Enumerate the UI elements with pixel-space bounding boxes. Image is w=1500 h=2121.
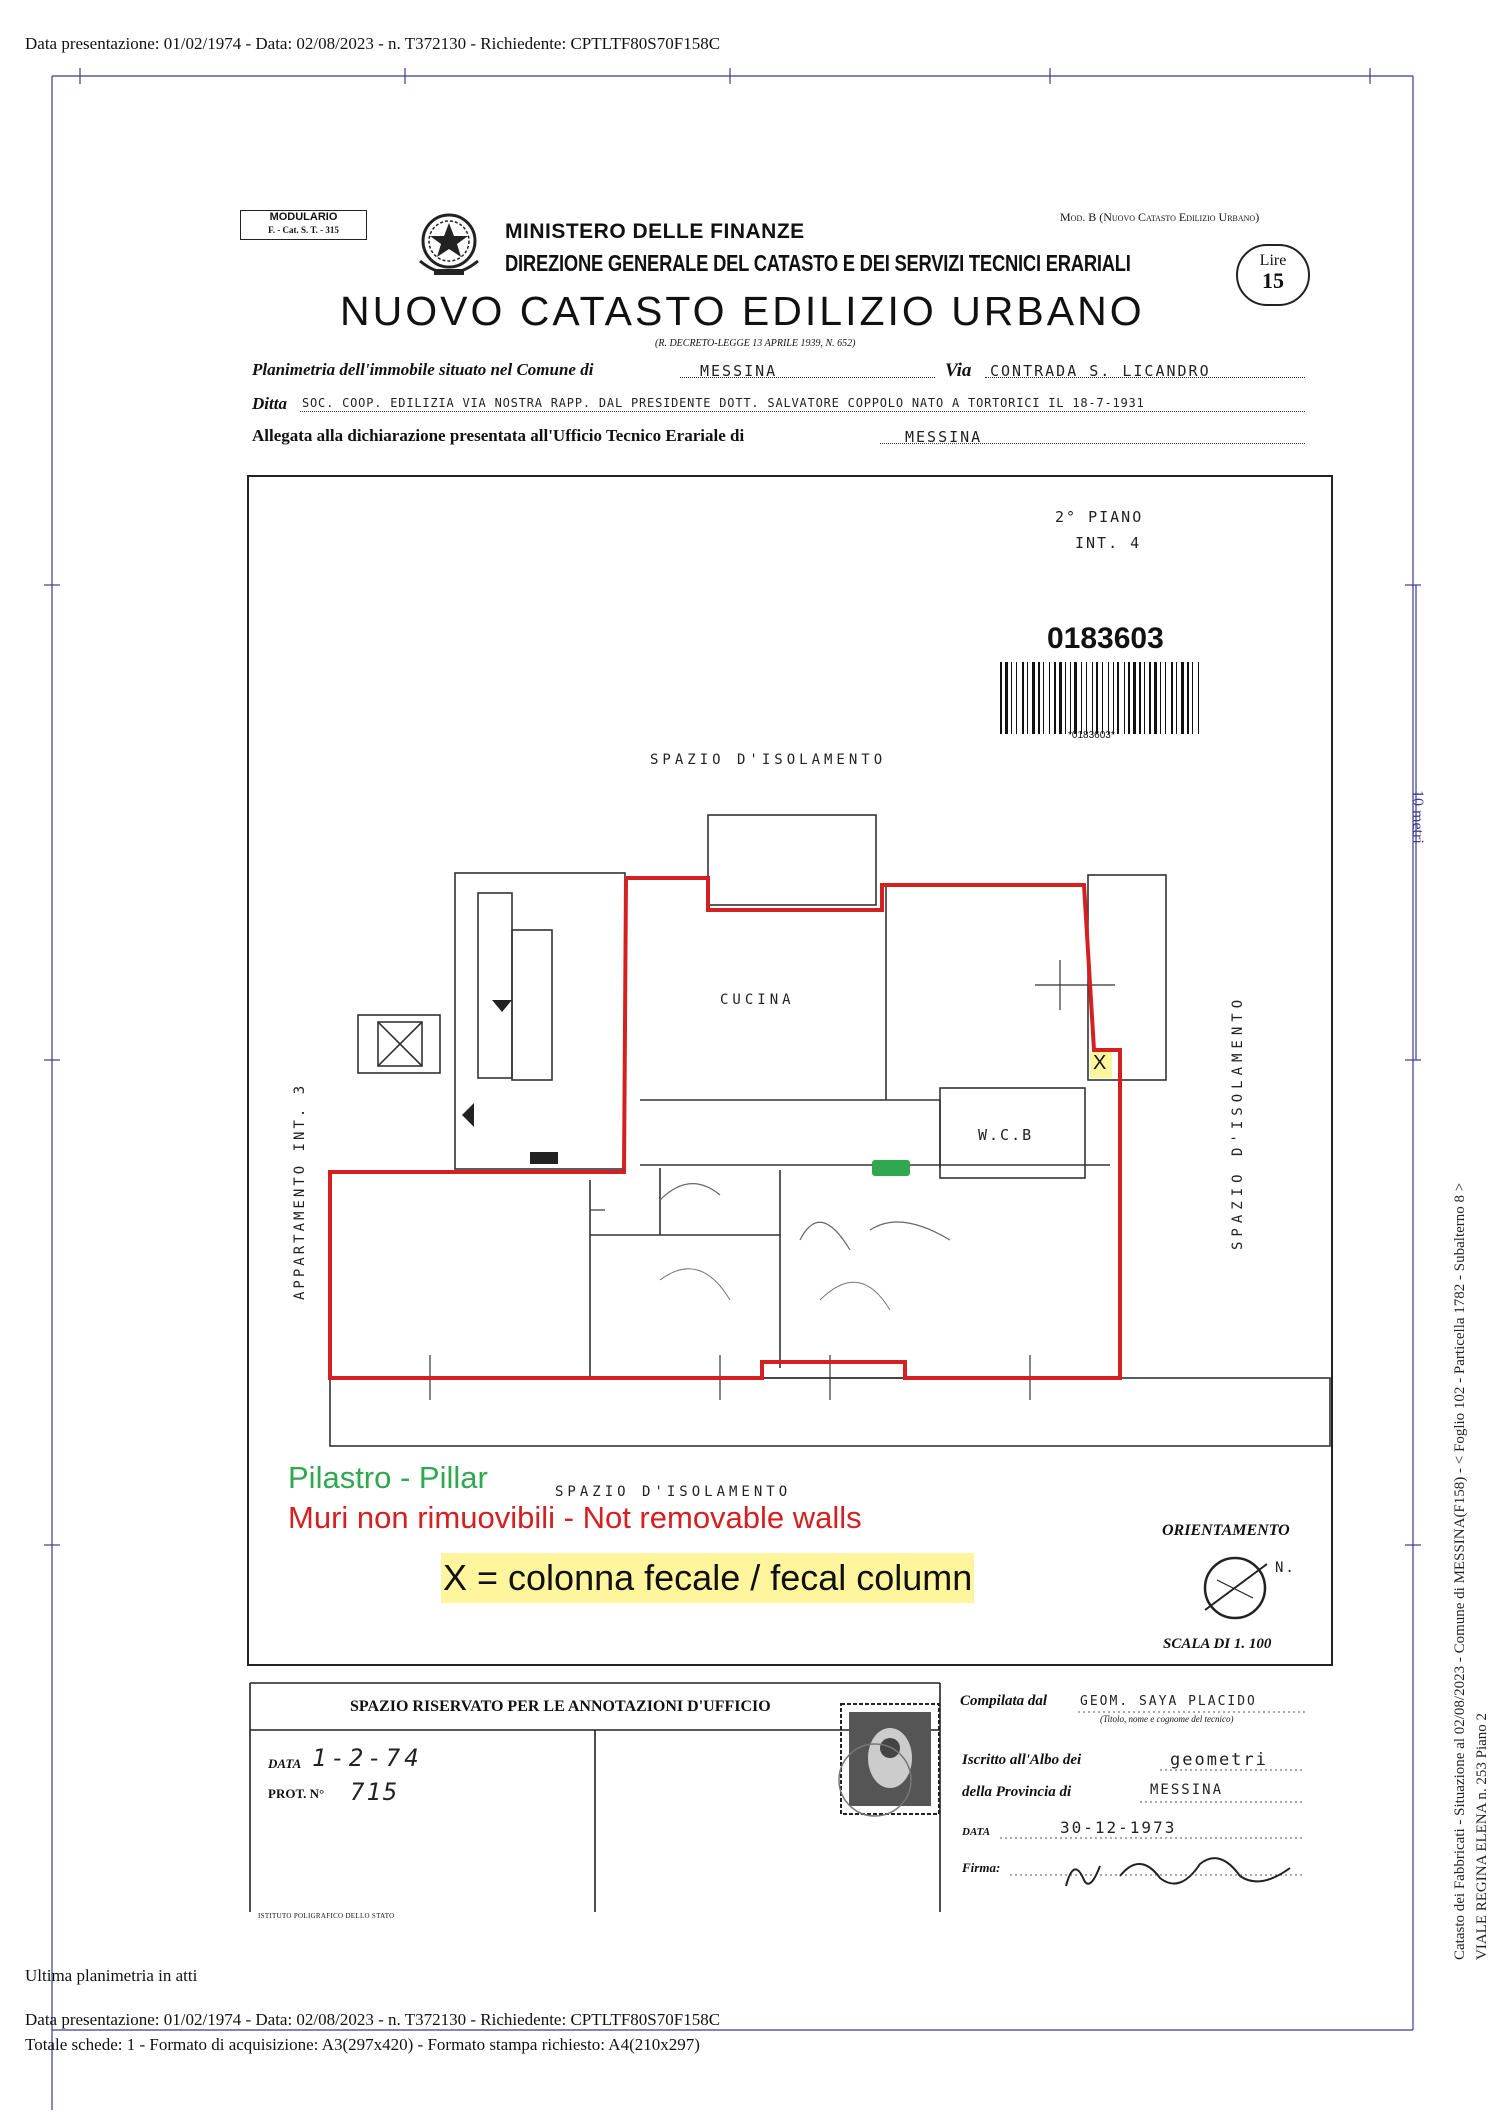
spazio-bottom: SPAZIO D'ISOLAMENTO <box>555 1484 792 1500</box>
compilata-label: Compilata dal <box>960 1693 1048 1709</box>
footer-ultima: Ultima planimetria in atti <box>25 1966 198 1985</box>
spazio-riservato: SPAZIO RISERVATO PER LE ANNOTAZIONI D'UFFICIO <box>350 1698 771 1715</box>
orientamento-label: ORIENTAMENTO <box>1162 1522 1290 1539</box>
spazio-right: SPAZIO D'ISOLAMENTO <box>1230 994 1246 1250</box>
data2-value: 30-12-1973 <box>1060 1818 1177 1837</box>
via-value: CONTRADA S. LICANDRO <box>990 362 1211 380</box>
allegata-value: MESSINA <box>905 428 983 446</box>
revenue-stamp-icon <box>835 1700 945 1820</box>
wcb-label: W.C.B <box>978 1126 1034 1144</box>
interno-label: INT. 4 <box>1075 534 1142 552</box>
sidebar-line-2: VIALE REGINA ELENA n. 253 Piano 2 <box>1474 1712 1490 1960</box>
compilata-value: GEOM. SAYA PLACIDO <box>1080 1694 1257 1709</box>
cucina-label: CUCINA <box>720 992 795 1008</box>
prot-value: 715 <box>350 1778 400 1806</box>
data-label: DATA <box>268 1756 302 1771</box>
lire-label: Lire <box>1259 252 1287 269</box>
piano-label: 2° PIANO <box>1055 508 1144 526</box>
sidebar-line-1: Catasto dei Fabbricati - Situazione al 02/08/2023 - Comune di MESSINA(F158) - < Foglio 102 - Particella 1782 - Subalterno 8 > <box>1452 1182 1468 1960</box>
ditta-label: Ditta <box>252 394 287 413</box>
mod-b: Mod. B (Nuovo Catasto Edilizio Urbano) <box>1060 210 1260 224</box>
footer-line-1: Data presentazione: 01/02/1974 - Data: 02/08/2023 - n. T372130 - Richiedente: CPTLTF80S70F158C <box>25 2010 721 2029</box>
barcode-number: 0183603 <box>1047 622 1164 655</box>
main-title: NUOVO CATASTO EDILIZIO URBANO <box>340 288 1145 334</box>
decreto: (R. DECRETO-LEGGE 13 APRILE 1939, N. 652) <box>655 338 856 349</box>
scale-label: 10 metri <box>1409 790 1426 844</box>
footer-line-2: Totale schede: 1 - Formato di acquisizione: A3(297x420) - Formato stampa richiesto: A4(210x297) <box>25 2035 700 2054</box>
header-top-line: Data presentazione: 01/02/1974 - Data: 02/08/2023 - n. T372130 - Richiedente: CPTLTF80S70F158C <box>25 34 721 53</box>
signature-icon <box>1060 1846 1300 1896</box>
data-value: 1-2-74 <box>312 1744 423 1772</box>
data2-label: DATA <box>962 1826 991 1838</box>
planimetria-label: Planimetria dell'immobile situato nel Comune di <box>252 360 594 379</box>
modulario-code: F. - Cat. S. T. - 315 <box>268 225 339 235</box>
appartamento-left: APPARTAMENTO INT. 3 <box>292 1082 308 1300</box>
legend-fecal: X = colonna fecale / fecal column <box>441 1553 974 1603</box>
ditta-value: SOC. COOP. EDILIZIA VIA NOSTRA RAPP. DAL PRESIDENTE DOTT. SALVATORE COPPOLO NATO A TORTORICI IL 18-7-1931 <box>302 396 1145 410</box>
firma-label: Firma: <box>962 1860 1001 1875</box>
lire-value: 15 <box>1262 268 1284 293</box>
ministero: MINISTERO DELLE FINANZE <box>505 220 805 243</box>
north-mark: N. <box>1275 1560 1296 1576</box>
allegata-label: Allegata alla dichiarazione presentata all'Ufficio Tecnico Erariale di <box>252 426 745 445</box>
barcode-small: *0183603* <box>1068 730 1115 741</box>
x-mark: X <box>1093 1052 1107 1074</box>
istituto-label: ISTITUTO POLIGRAFICO DELLO STATO <box>258 1912 395 1920</box>
modulario-label: MODULARIO <box>269 211 338 223</box>
prot-label: PROT. N° <box>268 1786 325 1801</box>
comune-value: MESSINA <box>700 362 778 380</box>
iscritto-value: geometri <box>1170 1750 1268 1770</box>
provincia-value: MESSINA <box>1150 1782 1224 1798</box>
provincia-label: della Provincia di <box>962 1784 1072 1800</box>
direzione: DIREZIONE GENERALE DEL CATASTO E DEI SERVIZI TECNICI ERARIALI <box>505 250 1131 276</box>
scala-label: SCALA DI 1. 100 <box>1163 1636 1272 1652</box>
spazio-top: SPAZIO D'ISOLAMENTO <box>650 752 887 768</box>
via-label: Via <box>945 360 972 381</box>
legend-pillar: Pilastro - Pillar <box>288 1460 488 1495</box>
compilata-note: (Titolo, nome e cognome del tecnico) <box>1100 1714 1234 1724</box>
legend-walls: Muri non rimuovibili - Not removable walls <box>288 1500 862 1535</box>
iscritto-label: Iscritto all'Albo dei <box>962 1752 1082 1768</box>
